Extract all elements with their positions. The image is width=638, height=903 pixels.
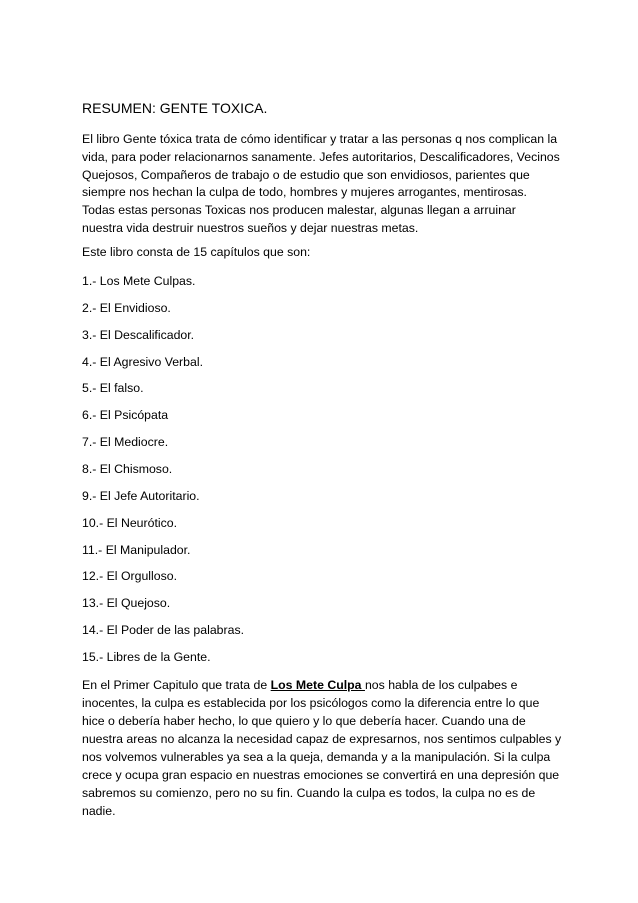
- paragraph-line: sabremos su comienzo, pero no su fin. Cuando la culpa es todos, la culpa no es de: [82, 786, 536, 800]
- chapter-item: 9.- El Jefe Autoritario.: [82, 488, 200, 503]
- paragraph-line: siempre nos hechan la culpa de todo, hombres y mujeres arrogantes, mentirosas.: [82, 185, 527, 200]
- chapter-item: 10.- El Neurótico.: [82, 515, 178, 530]
- paragraph-line: Quejosos, Compañeros de trabajo o de estudio que son envidiosos, parientes que: [82, 167, 530, 182]
- paragraph-line: crece y ocupa gran espacio en nuestras emociones se convertirá en una depresión que: [82, 768, 560, 782]
- paragraph-line: hice o debería haber hecho, lo que quiero y lo que debería hacer. Cuando una de: [82, 714, 526, 728]
- chapter-item: 8.- El Chismoso.: [82, 461, 173, 476]
- chapter-item: 1.- Los Mete Culpas.: [82, 273, 196, 288]
- paragraph-line: vida, para poder relacionarnos sanamente. Jefes autoritarios, Descalificadores, Vecinos: [82, 149, 560, 164]
- paragraph-line: El libro Gente tóxica trata de cómo identificar y tratar a las personas q nos complican la: [82, 132, 558, 147]
- chapter-item: 3.- El Descalificador.: [82, 327, 195, 342]
- paragraph-text: nos habla de los culpabes e: [364, 678, 518, 692]
- chapter-item: 7.- El Mediocre.: [82, 435, 169, 450]
- chapter-item: 4.- El Agresivo Verbal.: [82, 354, 203, 369]
- paragraph-line: nos volvemos vulnerables ya sea a la queja, demanda y a la manipulación. Si la culpa: [82, 750, 551, 764]
- chapters-intro: Este libro consta de 15 capítulos que son:: [82, 244, 311, 259]
- intro-paragraph: [82, 131, 602, 238]
- chapter-item: 5.- El falso.: [82, 381, 144, 396]
- chapter-list: [82, 272, 602, 666]
- paragraph-line: inocentes, la culpa es establecida por los psicólogos como la diferencia entre lo que: [82, 696, 540, 710]
- paragraph-line: nuestra vida destruir nuestros sueños y dejar nuestras metas.: [82, 221, 419, 236]
- paragraph-line: [82, 676, 602, 694]
- chapter-item: 14.- El Poder de las palabras.: [82, 623, 245, 638]
- paragraph-line: nuestra areas no alcanza la necesidad capaz de expresarnos, nos sentimos culpables y: [82, 732, 562, 746]
- paragraph-line: nadie.: [82, 804, 116, 818]
- chapter-title-emphasis: Los Mete Culpa: [270, 678, 365, 692]
- paragraph-text: En el Primer Capitulo que trata de: [82, 678, 271, 692]
- chapter-item: 12.- El Orgulloso.: [82, 569, 178, 584]
- chapter-item: 15.- Libres de la Gente.: [82, 650, 211, 664]
- chapter-item: 6.- El Psicópata: [82, 408, 169, 423]
- chapter-one-paragraph: [82, 676, 602, 820]
- chapter-item: 11.- El Manipulador.: [82, 542, 191, 557]
- chapter-item: 2.- El Envidioso.: [82, 300, 171, 315]
- paragraph-line: Todas estas personas Toxicas nos producen malestar, algunas llegan a arruinar: [82, 203, 516, 218]
- document-title: RESUMEN: GENTE TOXICA.: [82, 100, 268, 116]
- document-body: [82, 100, 602, 820]
- chapter-item: 13.- El Quejoso.: [82, 596, 171, 611]
